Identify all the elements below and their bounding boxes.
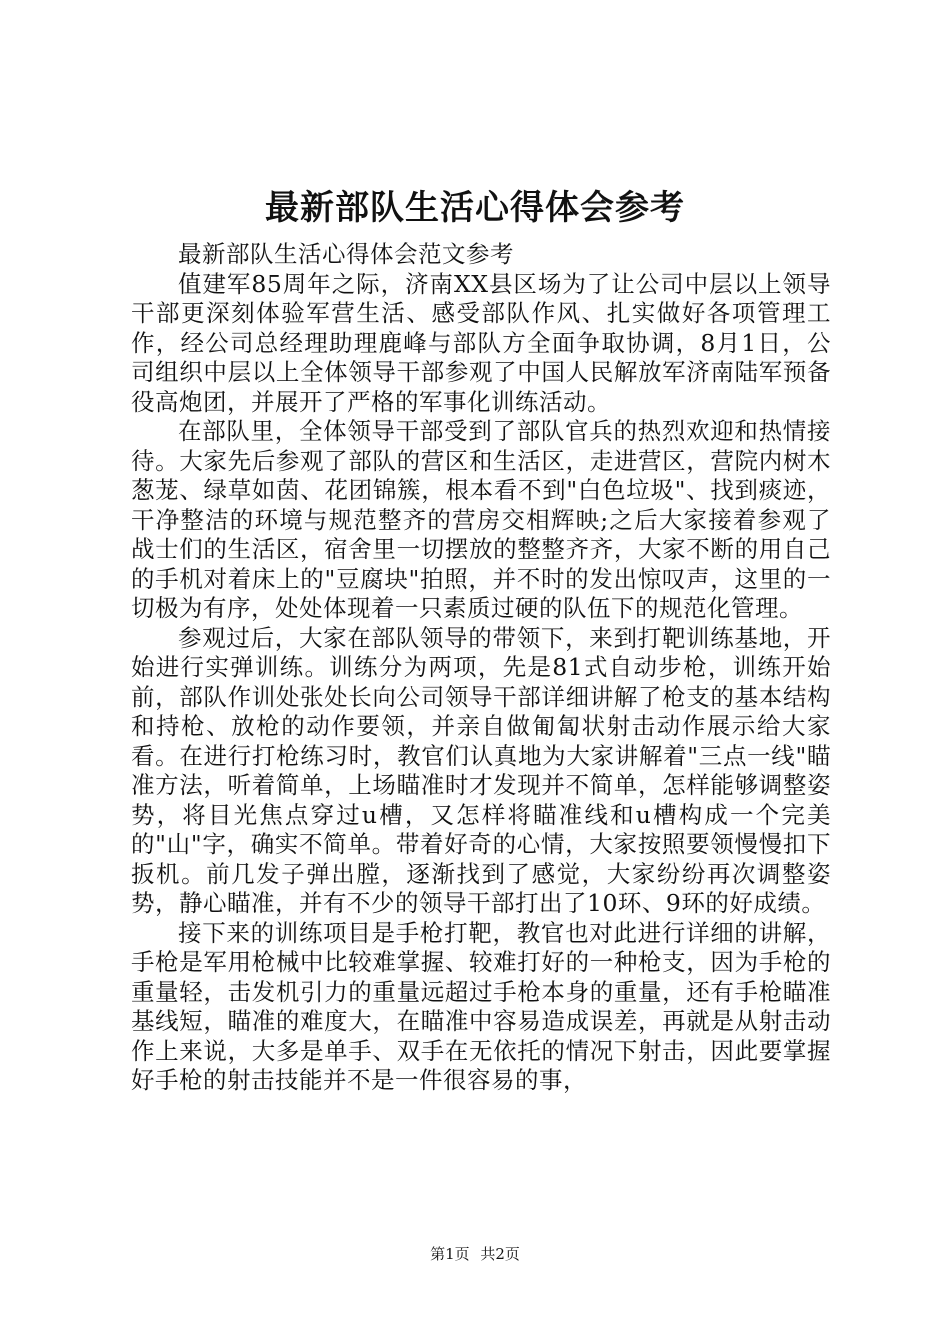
body-paragraph: 在部队里，全体领导干部受到了部队官兵的热烈欢迎和热情接待。大家先后参观了部队的营区和生活区，走进营区，营院内树木葱茏、绿草如茵、花团锦簇，根本看不到"白色垃圾"、找到痰迹，干净整洁的环境与规范整齐的营房交相辉映;之后大家接着参观了战士们的生活区，宿舍里一切摆放的整整齐齐，大家不断的用自己的手机对着床上的"豆腐块"拍照，并不时的发出惊叹声，这里的一切极为有序，处处体现着一只素质过硬的队伍下的规范化管理。 bbox=[131, 417, 831, 622]
page-number-footer: 第1页 共2页 bbox=[430, 1245, 520, 1263]
document-title: 最新部队生活心得体会参考 bbox=[265, 188, 685, 228]
document-body bbox=[131, 240, 831, 1096]
body-paragraph: 值建军85周年之际，济南XX县区场为了让公司中层以上领导干部更深刻体验军营生活、感受部队作风、扎实做好各项管理工作，经公司总经理助理鹿峰与部队方全面争取协调，8月1日，公司组织中层以上全体领导干部参观了中国人民解放军济南陆军预备役高炮团，并展开了严格的军事化训练活动。 bbox=[131, 269, 831, 416]
body-paragraph: 参观过后，大家在部队领导的带领下，来到打靶训练基地，开始进行实弹训练。训练分为两项，先是81式自动步枪，训练开始前，部队作训处张处长向公司领导干部详细讲解了枪支的基本结构和持枪、放枪的动作要领，并亲自做匍匐状射击动作展示给大家看。在进行打枪练习时，教官们认真地为大家讲解着"三点一线"瞄准方法，听着简单，上场瞄准时才发现并不简单，怎样能够调整姿势，将目光焦点穿过u槽，又怎样将瞄准线和u槽构成一个完美的"山"字，确实不简单。带着好奇的心情，大家按照要领慢慢扣下扳机。前几发子弹出膛，逐渐找到了感觉，大家纷纷再次调整姿势，静心瞄准，并有不少的领导干部打出了10环、9环的好成绩。 bbox=[131, 623, 831, 917]
body-paragraph: 接下来的训练项目是手枪打靶，教官也对此进行详细的讲解，手枪是军用枪械中比较难掌握、较难打好的一种枪支，因为手枪的重量轻，击发机引力的重量远超过手枪本身的重量，还有手枪瞄准基线短，瞄准的难度大，在瞄准中容易造成误差，再就是从射击动作上来说，大多是单手、双手在无依托的情况下射击，因此要掌握好手枪的射击技能并不是一件很容易的事， bbox=[131, 918, 831, 1094]
subtitle-paragraph: 最新部队生活心得体会范文参考 bbox=[178, 240, 514, 268]
